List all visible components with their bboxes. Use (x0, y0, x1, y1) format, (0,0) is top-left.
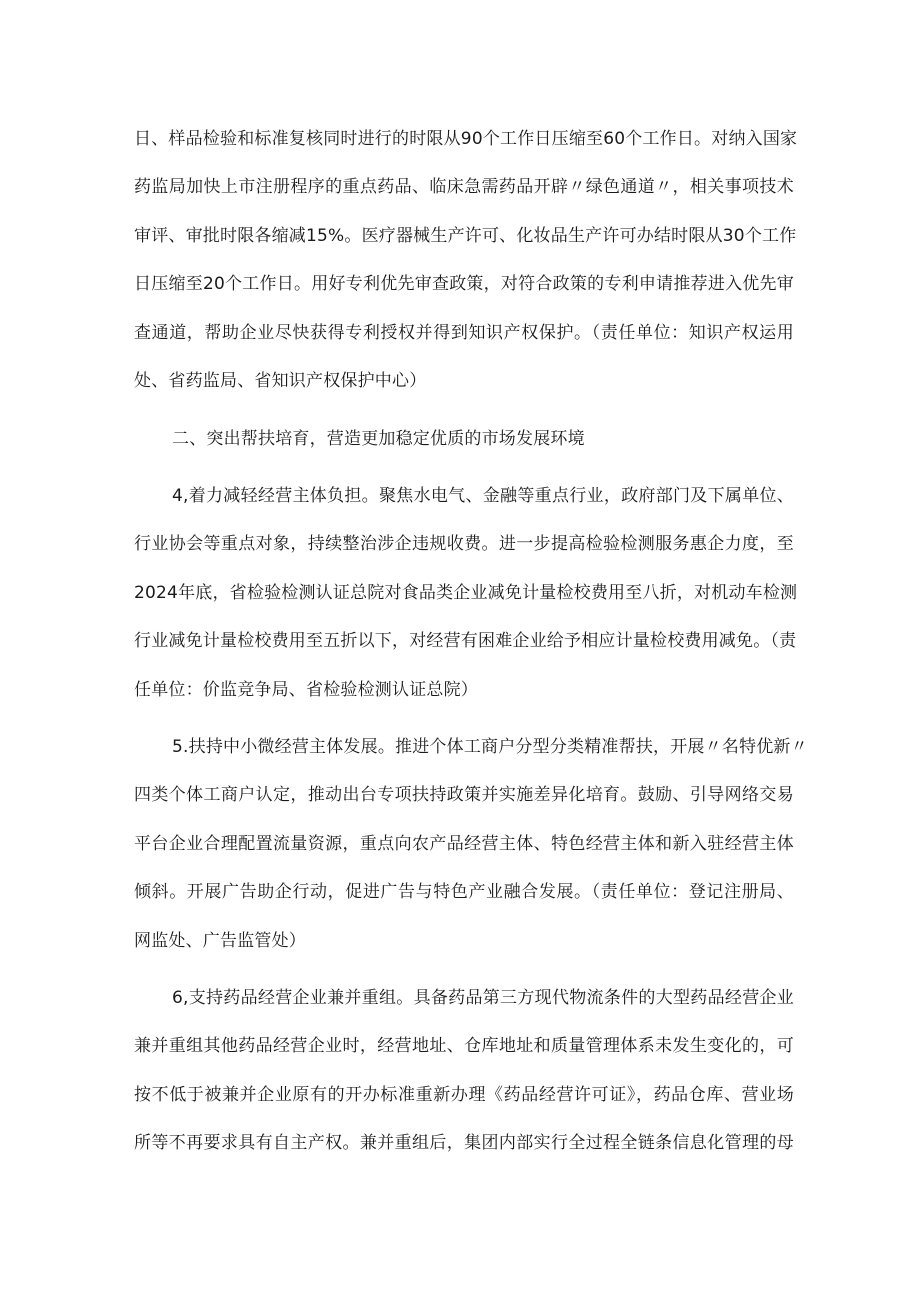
text-line: 查通道，帮助企业尽快获得专利授权并得到知识产权保护。（责任单位：知识产权运用 (134, 323, 794, 343)
text-line: 日、样品检验和标准复核同时进行的时限从90个工作日压缩至60个工作日。对纳入国家 (134, 129, 798, 149)
text-line: 按不低于被兼并企业原有的开办标准重新办理《药品经营许可证》，药品仓库、营业场 (134, 1085, 794, 1105)
section-heading: 二、突出帮扶培育，营造更加稳定优质的市场发展环境 (172, 429, 585, 449)
text-line: 4,着力减轻经营主体负担。聚焦水电气、金融等重点行业，政府部门及下属单位、 (172, 486, 794, 506)
text-line: 网监处、广告监管处） (134, 931, 306, 951)
text-line: 5.扶持中小微经营主体发展。推进个体工商户分型分类精准帮扶，开展〃名特优新〃 (172, 737, 808, 757)
text-line: 倾斜。开展广告助企行动，促进广告与特色产业融合发展。（责任单位：登记注册局、 (134, 882, 794, 902)
text-line: 平台企业合理配置流量资源，重点向农产品经营主体、特色经营主体和新入驻经营主体 (134, 834, 794, 854)
text-line: 日压缩至20个工作日。用好专利优先审查政策，对符合政策的专利申请推荐进入优先审 (134, 274, 794, 294)
text-line: 6,支持药品经营企业兼并重组。具备药品第三方现代物流条件的大型药品经营企业 (172, 988, 794, 1008)
text-line: 行业协会等重点对象，持续整治涉企违规收费。进一步提高检验检测服务惠企力度，至 (134, 534, 794, 554)
text-line: 任单位：价监竞争局、省检验检测认证总院） (134, 680, 478, 700)
text-line: 四类个体工商户认定，推动出台专项扶持政策并实施差异化培育。鼓励、引导网络交易 (134, 785, 794, 805)
text-line: 兼并重组其他药品经营企业时，经营地址、仓库地址和质量管理体系未发生变化的，可 (134, 1036, 794, 1056)
text-line: 审评、审批时限各缩减15%。医疗器械生产许可、化妆品生产许可办结时限从30个工作 (134, 226, 797, 246)
text-line: 行业减免计量检校费用至五折以下，对经营有困难企业给予相应计量检校费用减免。（责 (134, 631, 797, 651)
text-line: 处、省药监局、省知识产权保护中心） (134, 371, 427, 391)
text-line: 所等不再要求具有自主产权。兼并重组后，集团内部实行全过程全链条信息化管理的母 (134, 1133, 794, 1153)
text-line: 药监局加快上市注册程序的重点药品、临床急需药品开辟〃绿色通道〃，相关事项技术 (134, 177, 794, 197)
text-line: 2024年底，省检验检测认证总院对食品类企业减免计量检校费用至八折，对机动车检测 (134, 583, 798, 603)
